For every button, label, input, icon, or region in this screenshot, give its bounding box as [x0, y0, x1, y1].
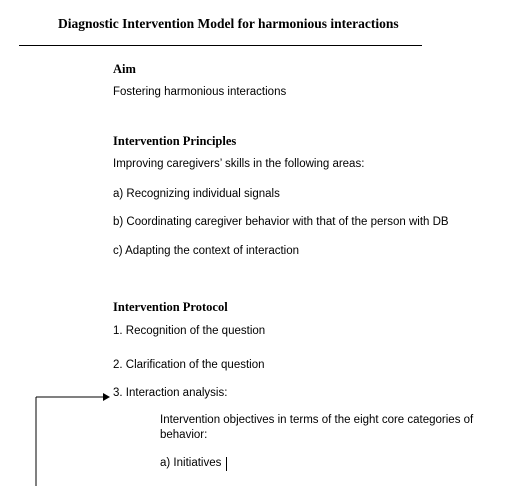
protocol-heading: Intervention Protocol — [113, 300, 228, 314]
aim-text: Fostering harmonious interactions — [113, 86, 287, 98]
aim-heading: Aim — [113, 62, 136, 76]
principles-heading: Intervention Principles — [113, 134, 237, 148]
protocol-step-1: 1. Recognition of the question — [113, 325, 266, 337]
objectives-line-1: Intervention objectives in terms of the eight core categories of — [160, 414, 474, 426]
principle-item-b: b) Coordinating caregiver behavior with that of the person with DB — [113, 216, 449, 228]
document-title: Diagnostic Intervention Model for harmonious interactions — [58, 16, 399, 31]
principles-intro: Improving caregivers’ skills in the following areas: — [113, 158, 365, 170]
principle-item-c: c) Adapting the context of interaction — [113, 245, 300, 257]
protocol-step-3: 3. Interaction analysis: — [113, 387, 228, 399]
arrow-head-icon — [103, 393, 110, 401]
sub-item-a: a) Initiatives — [160, 457, 222, 469]
objectives-line-2: behavior: — [160, 429, 208, 441]
protocol-step-2: 2. Clarification of the question — [113, 359, 265, 371]
principle-item-a: a) Recognizing individual signals — [113, 188, 280, 200]
